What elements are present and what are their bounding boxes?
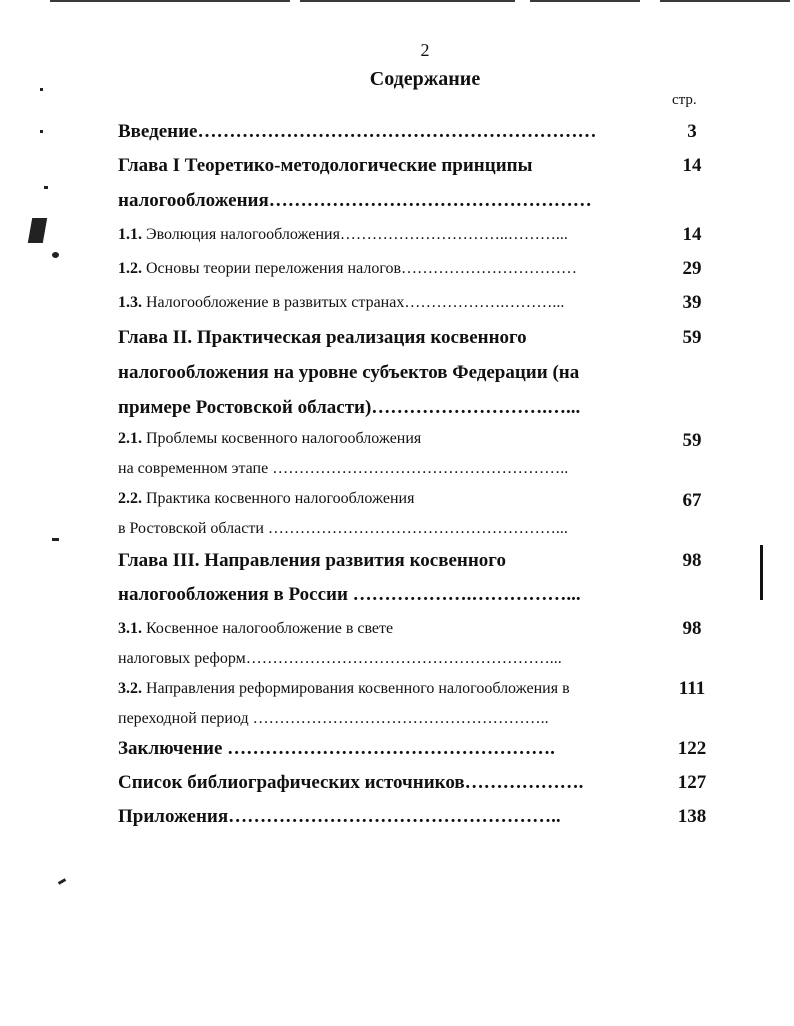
toc-bibliography[interactable] [118, 772, 638, 794]
toc-appendices[interactable] [118, 806, 638, 828]
scan-artifact-dot [44, 186, 48, 189]
toc-conclusion[interactable] [118, 738, 638, 760]
toc-text: Налогообложение в развитых странах……………….………... [142, 294, 565, 311]
toc-section-3-1[interactable] [118, 620, 638, 638]
toc-section-number: 1.1. [118, 226, 142, 243]
toc-text: Направления реформирования косвенного налогообложения в [142, 680, 570, 697]
toc-section-number: 1.3. [118, 294, 142, 311]
toc-section-number: 2.2. [118, 490, 142, 507]
toc-page-number: 111 [678, 678, 706, 699]
toc-text: налогообложения на уровне субъектов Федерации (на [118, 362, 580, 383]
toc-page-number: 127 [677, 772, 707, 793]
toc-text: Практика косвенного налогообложения [142, 490, 415, 507]
page-title: Содержание [369, 68, 481, 90]
toc-text: переходной период ……………………………………………….. [118, 710, 549, 727]
toc-chapter-3[interactable] [118, 550, 638, 572]
scan-artifact-blot [28, 218, 47, 243]
scan-artifact-dot [52, 252, 59, 258]
toc-text: Список библиографических источников………………. [118, 772, 584, 793]
scan-artifact-line [300, 0, 515, 2]
scan-artifact-dot [40, 130, 43, 133]
toc-chapter-1-cont[interactable] [118, 190, 638, 212]
toc-page-number: 98 [682, 550, 702, 571]
toc-text: налоговых реформ…………………………………………………... [118, 650, 562, 667]
toc-text: налогообложения…………………………………………… [118, 190, 592, 211]
toc-text: Заключение ……………………………………………. [118, 738, 555, 759]
toc-page-number: 14 [682, 224, 702, 245]
toc-section-number: 3.1. [118, 620, 142, 637]
toc-section-1-2[interactable] [118, 260, 638, 278]
toc-text: Введение……………………………………………………… [118, 121, 597, 142]
scan-artifact-line [50, 0, 290, 2]
toc-page-number: 138 [677, 806, 707, 827]
toc-chapter-2[interactable] [118, 327, 638, 349]
toc-section-number: 2.1. [118, 430, 142, 447]
toc-text: на современном этапе ……………………………………………….. [118, 460, 569, 477]
toc-section-number: 1.2. [118, 260, 142, 277]
toc-page-number: 29 [682, 258, 702, 279]
toc-page-number: 122 [677, 738, 707, 759]
toc-section-3-2[interactable] [118, 680, 638, 698]
toc-section-1-1[interactable] [118, 226, 638, 244]
toc-text: в Ростовской области ………………………………………………... [118, 520, 568, 537]
page-number: 2 [420, 40, 430, 60]
toc-text: Проблемы косвенного налогообложения [142, 430, 422, 447]
toc-text: Основы теории переложения налогов…………………………… [142, 260, 578, 277]
toc-section-1-3[interactable] [118, 294, 638, 312]
toc-page-number: 59 [682, 327, 702, 348]
toc-section-2-1[interactable] [118, 430, 638, 448]
toc-chapter-3-cont[interactable] [118, 584, 638, 606]
scan-artifact-bar [760, 545, 763, 600]
toc-chapter-1[interactable] [118, 155, 638, 177]
toc-text: Глава I Теоретико-методологические принципы [118, 155, 533, 176]
scan-artifact-line [530, 0, 640, 2]
toc-text: примере Ростовской области)……………………….…... [118, 397, 581, 418]
toc-section-2-2[interactable] [118, 490, 638, 508]
toc-page-number: 59 [682, 430, 702, 451]
scan-artifact-dot [52, 538, 59, 541]
toc-text: Эволюция налогообложения…………………………..………... [142, 226, 568, 243]
toc-page-number: 3 [687, 121, 697, 142]
toc-page-number: 39 [682, 292, 702, 313]
toc-page-number: 98 [682, 618, 702, 639]
toc-text: Глава III. Направления развития косвенного [118, 550, 506, 571]
page-column-label: стр. [672, 92, 697, 108]
toc-intro[interactable] [118, 121, 638, 143]
scan-artifact-line [660, 0, 790, 2]
toc-page-number: 67 [682, 490, 702, 511]
toc-page-number: 14 [682, 155, 702, 176]
toc-text: Косвенное налогообложение в свете [142, 620, 394, 637]
scan-artifact-dot [58, 878, 66, 885]
toc-section-2-2-cont[interactable] [118, 520, 638, 538]
toc-text: Глава II. Практическая реализация косвенного [118, 327, 527, 348]
toc-chapter-2-cont[interactable] [118, 362, 638, 384]
toc-section-number: 3.2. [118, 680, 142, 697]
toc-text: Приложения…………………………………………….. [118, 806, 561, 827]
toc-text: налогообложения в России ……………….……………... [118, 584, 581, 605]
toc-chapter-2-cont[interactable] [118, 397, 638, 419]
toc-section-3-1-cont[interactable] [118, 650, 638, 668]
toc-section-3-2-cont[interactable] [118, 710, 638, 728]
toc-section-2-1-cont[interactable] [118, 460, 638, 478]
